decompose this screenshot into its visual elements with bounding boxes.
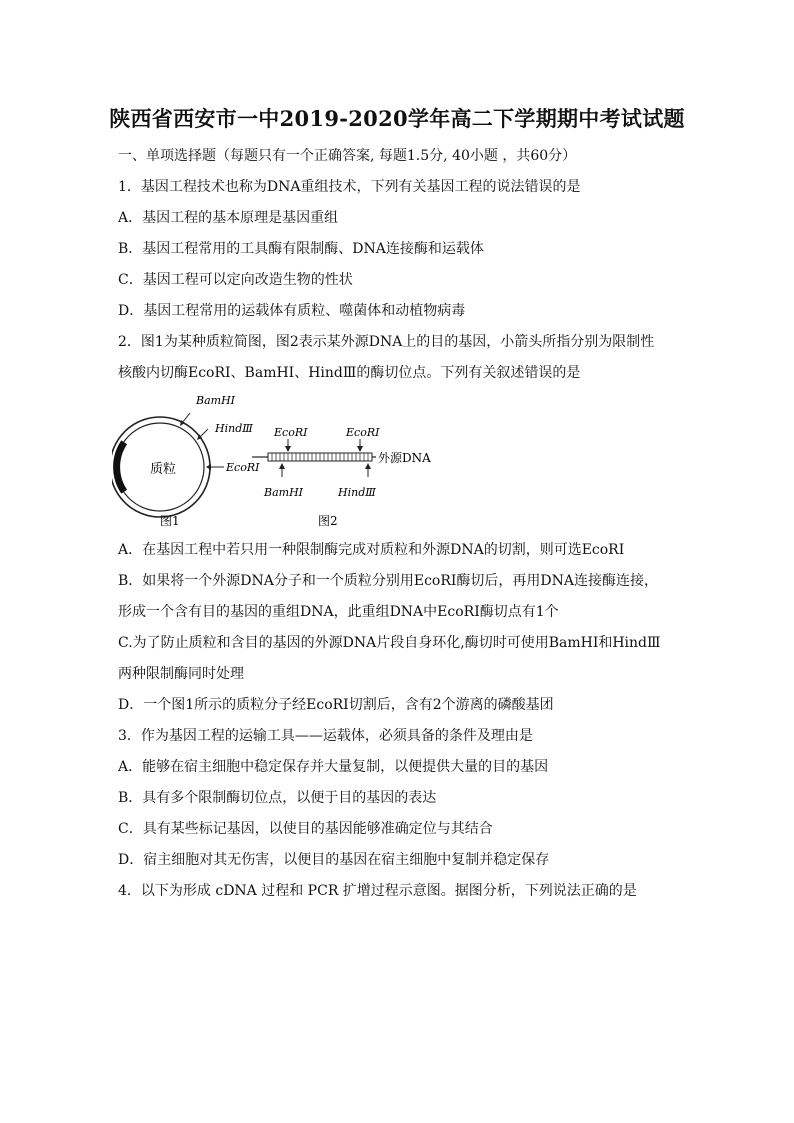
plasmid-ecor-label: EcoRⅠ xyxy=(226,461,260,474)
dna-bamh-label: BamHⅠ xyxy=(264,486,304,499)
q2-option-a: A．在基因工程中若只用一种限制酶完成对质粒和外源DNA的切割，则可选EcoRⅠ xyxy=(118,542,625,558)
page-title: 陕西省西安市一中2019-2020学年高二下学期期中考试试题 xyxy=(109,106,685,131)
section-heading: 一、单项选择题（每题只有一个正确答案, 每题1.5分, 40小题 ，共60分） xyxy=(118,148,577,164)
fig2-label: 图2 xyxy=(318,514,338,528)
q1-option-a: A．基因工程的基本原理是基因重组 xyxy=(118,210,339,226)
plasmid-diagram xyxy=(112,394,260,528)
q3-option-c: C．具有某些标记基因，以使目的基因能够准确定位与其结合 xyxy=(118,821,493,837)
q3-option-b: B．具有多个限制酶切位点，以便于目的基因的表达 xyxy=(118,790,437,806)
dna-hind-label: HindⅢ xyxy=(338,486,376,499)
plasmid-label: 质粒 xyxy=(150,462,177,477)
q1-option-c: C．基因工程可以定向改造生物的性状 xyxy=(118,272,353,288)
q1-stem: 1．基因工程技术也称为DNA重组技术，下列有关基因工程的说法错误的是 xyxy=(118,179,581,195)
q2-stem-line2: 核酸内切酶EcoRⅠ、BamHⅠ、HindⅢ的酶切位点。下列有关叙述错误的是 xyxy=(118,365,581,381)
q2-option-c-line1: C.为了防止质粒和含目的基因的外源DNA片段自身环化,酶切时可使用BamHⅠ和HindⅢ xyxy=(118,635,661,651)
q3-stem: 3．作为基因工程的运输工具——运载体，必须具备的条件及理由是 xyxy=(118,728,533,744)
q1-option-d: D．基因工程常用的运载体有质粒、噬菌体和动植物病毒 xyxy=(118,303,466,319)
dna-ecor-left-label: EcoRⅠ xyxy=(274,426,308,439)
q3-option-d: D．宿主细胞对其无伤害，以便目的基因在宿主细胞中复制并稳定保存 xyxy=(118,852,550,868)
q1-option-b: B．基因工程常用的工具酶有限制酶、DNA连接酶和运载体 xyxy=(118,241,484,257)
foreign-dna-diagram xyxy=(252,426,431,528)
dna-ecor-right-label: EcoRⅠ xyxy=(346,426,380,439)
q2-option-b-line1: B．如果将一个外源DNA分子和一个质粒分别用EcoRⅠ酶切后，再用DNA连接酶连接， xyxy=(118,573,659,589)
foreign-dna-label: 外源DNA xyxy=(378,451,431,465)
q2-option-c-line2: 两种限制酶同时处理 xyxy=(118,666,244,682)
q3-option-a: A．能够在宿主细胞中稳定保存并大量复制，以便提供大量的目的基因 xyxy=(118,759,549,775)
q2-option-d: D．一个图1所示的质粒分子经EcoRⅠ切割后，含有2个游离的磷酸基团 xyxy=(118,697,554,713)
q2-stem-line1: 2．图1为某种质粒简图，图2表示某外源DNA上的目的基因，小箭头所指分别为限制性 xyxy=(118,334,655,350)
q2-option-b-line2: 形成一个含有目的基因的重组DNA，此重组DNA中EcoRⅠ酶切点有1个 xyxy=(118,604,559,620)
q2-figure xyxy=(112,385,452,535)
fig1-label: 图1 xyxy=(160,514,180,528)
plasmid-bamh-label: BamHⅠ xyxy=(196,394,236,407)
plasmid-hind-label: HindⅢ xyxy=(215,422,253,435)
q4-stem: 4．以下为形成 cDNA 过程和 PCR 扩增过程示意图。据图分析，下列说法正确的是 xyxy=(118,883,637,899)
